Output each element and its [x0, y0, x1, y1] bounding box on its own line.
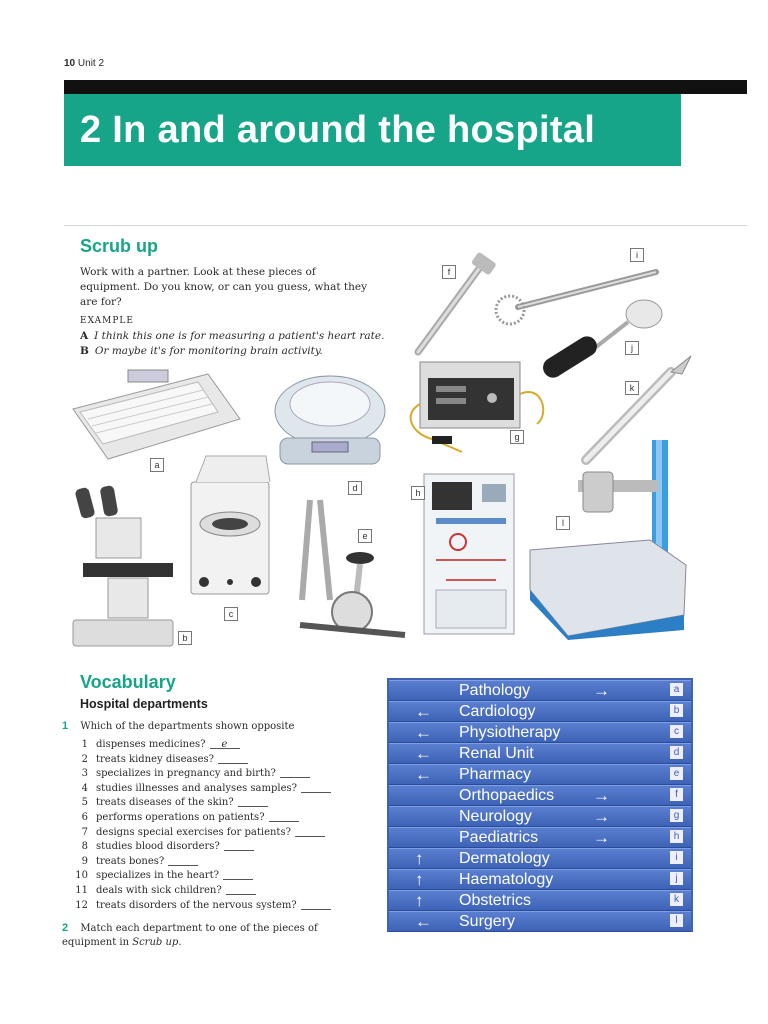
- sign-letter: h: [670, 830, 683, 843]
- sign-department-name: Surgery: [459, 913, 516, 930]
- example-label: EXAMPLE: [80, 316, 134, 326]
- arrow-right-icon: →: [593, 828, 610, 847]
- question-2-ref: Scrub up.: [132, 937, 182, 948]
- sign-row-renal-unit: [389, 743, 691, 764]
- sign-department-name: Cardiology: [459, 703, 536, 720]
- label-h: h: [411, 486, 425, 500]
- example-b: [80, 345, 323, 357]
- answer-blank[interactable]: [168, 855, 198, 866]
- sign-letter: c: [670, 725, 683, 738]
- question-item: 1 dispenses medicines? e: [62, 738, 331, 753]
- page-header: [64, 58, 104, 69]
- sign-department-name: Pharmacy: [459, 766, 532, 783]
- answer-blank[interactable]: [226, 884, 256, 895]
- question-item: 5 treats diseases of the skin?: [62, 796, 331, 811]
- question-1-number: 1: [62, 720, 69, 732]
- question-item: 8 studies blood disorders?: [62, 840, 331, 855]
- answer-blank[interactable]: [269, 811, 299, 822]
- question-item: 11 deals with sick children?: [62, 884, 331, 899]
- arrow-left-icon: ←: [415, 765, 432, 784]
- question-item: 12 treats disorders of the nervous system?: [62, 899, 331, 914]
- question-item: 10 specializes in the heart?: [62, 869, 331, 884]
- label-i: i: [630, 248, 644, 262]
- label-b: b: [178, 631, 192, 645]
- vocabulary-subheading: Hospital departments: [80, 697, 208, 711]
- sign-letter: i: [670, 851, 683, 864]
- sign-department-name: Paediatrics: [459, 829, 539, 846]
- scrub-up-heading: Scrub up: [80, 236, 159, 256]
- ecg-machine-image: [68, 364, 243, 464]
- title-banner: [64, 94, 681, 166]
- answer-blank[interactable]: [218, 753, 248, 764]
- sign-row-obstetrics: [389, 890, 691, 911]
- sign-letter: l: [670, 914, 683, 927]
- arrow-right-icon: →: [593, 786, 610, 805]
- sign-letter: f: [670, 788, 683, 801]
- label-j: j: [625, 341, 639, 355]
- sign-row-neurology: [389, 806, 691, 827]
- arrow-up-icon: ↑: [415, 849, 424, 868]
- sign-letter: j: [670, 872, 683, 885]
- answer-blank[interactable]: [238, 796, 268, 807]
- speaker-a: A: [80, 330, 89, 342]
- label-d: d: [348, 481, 362, 495]
- label-a: a: [150, 458, 164, 472]
- sign-letter: e: [670, 767, 683, 780]
- question-item: 6 performs operations on patients?: [62, 811, 331, 826]
- question-list: [62, 738, 331, 913]
- question-2-number: 2: [62, 922, 69, 934]
- sign-row-pharmacy: [389, 764, 691, 785]
- exercise-bike-image: [290, 490, 415, 652]
- sign-letter: a: [670, 683, 683, 696]
- arrow-up-icon: ↑: [415, 870, 424, 889]
- label-e: e: [358, 529, 372, 543]
- dialysis-machine-image: [416, 470, 516, 640]
- label-l: l: [556, 516, 570, 530]
- question-2-text: Match each department to one of the pieces of equipment in: [62, 923, 318, 948]
- sign-department-name: Renal Unit: [459, 745, 534, 762]
- sign-letter: g: [670, 809, 683, 822]
- scrub-up-instructions: Work with a partner. Look at these pieces of equipment. Do you know, or can you guess, what they are for?: [80, 266, 368, 308]
- incubator-image: [262, 366, 397, 481]
- sign-department-name: Neurology: [459, 808, 532, 825]
- arrow-right-icon: →: [593, 807, 610, 826]
- unit-label: Unit 2: [77, 58, 105, 69]
- sign-department-name: Haematology: [459, 871, 554, 888]
- sign-department-name: Pathology: [459, 682, 531, 699]
- question-1: [62, 720, 294, 732]
- sign-letter: b: [670, 704, 683, 717]
- answer-blank[interactable]: [301, 782, 331, 793]
- question-item: 3 specializes in pregnancy and birth?: [62, 767, 331, 782]
- answer-blank[interactable]: [301, 899, 331, 910]
- sign-row-haematology: [389, 869, 691, 890]
- question-2: [62, 921, 332, 950]
- answer-blank[interactable]: [295, 826, 325, 837]
- question-item: 4 studies illnesses and analyses samples?: [62, 782, 331, 797]
- divider: [64, 225, 747, 226]
- sign-department-name: Orthopaedics: [459, 787, 555, 804]
- arrow-left-icon: ←: [415, 912, 432, 931]
- sign-row-paediatrics: [389, 827, 691, 848]
- answer-blank[interactable]: [280, 767, 310, 778]
- centrifuge-image: [186, 452, 274, 600]
- question-item: 9 treats bones?: [62, 855, 331, 870]
- example-a: [80, 330, 384, 342]
- question-item: 7 designs special exercises for patients?: [62, 826, 331, 841]
- arrow-left-icon: ←: [415, 702, 432, 721]
- label-c: c: [224, 607, 238, 621]
- department-sign: [387, 678, 693, 932]
- header-bar: [64, 80, 747, 94]
- microscope-image: [68, 478, 180, 656]
- sign-department-name: Dermatology: [459, 850, 550, 867]
- arrow-up-icon: ↑: [415, 891, 424, 910]
- sign-letter: d: [670, 746, 683, 759]
- example-a-text: I think this one is for measuring a patient's heart rate.: [94, 330, 385, 342]
- arrow-left-icon: ←: [415, 723, 432, 742]
- arrow-left-icon: ←: [415, 744, 432, 763]
- answer-blank[interactable]: [223, 869, 253, 880]
- x-ray-machine-image: [528, 440, 688, 640]
- answer-blank[interactable]: [224, 840, 254, 851]
- speaker-b: B: [80, 345, 89, 357]
- sign-department-name: Physiotherapy: [459, 724, 561, 741]
- question-item: 2 treats kidney diseases?: [62, 753, 331, 768]
- arrow-right-icon: →: [593, 681, 610, 700]
- answer-blank[interactable]: e: [210, 738, 240, 749]
- label-g: g: [510, 430, 524, 444]
- page-title: 2 In and around the hospital: [80, 109, 596, 151]
- example-b-text: Or maybe it's for monitoring brain activity.: [94, 345, 323, 357]
- question-1-text: Which of the departments shown opposite: [80, 721, 295, 732]
- sign-row-physiotherapy: [389, 722, 691, 743]
- sign-letter: k: [670, 893, 683, 906]
- sign-row-pathology: [389, 680, 691, 701]
- page-number: 10: [64, 58, 76, 69]
- label-f: f: [442, 265, 456, 279]
- sign-department-name: Obstetrics: [459, 892, 532, 909]
- sign-row-cardiology: [389, 701, 691, 722]
- sign-row-orthopaedics: [389, 785, 691, 806]
- sign-row-surgery: [389, 911, 691, 932]
- label-k: k: [625, 381, 639, 395]
- sign-row-dermatology: [389, 848, 691, 869]
- vocabulary-heading: Vocabulary: [80, 672, 176, 692]
